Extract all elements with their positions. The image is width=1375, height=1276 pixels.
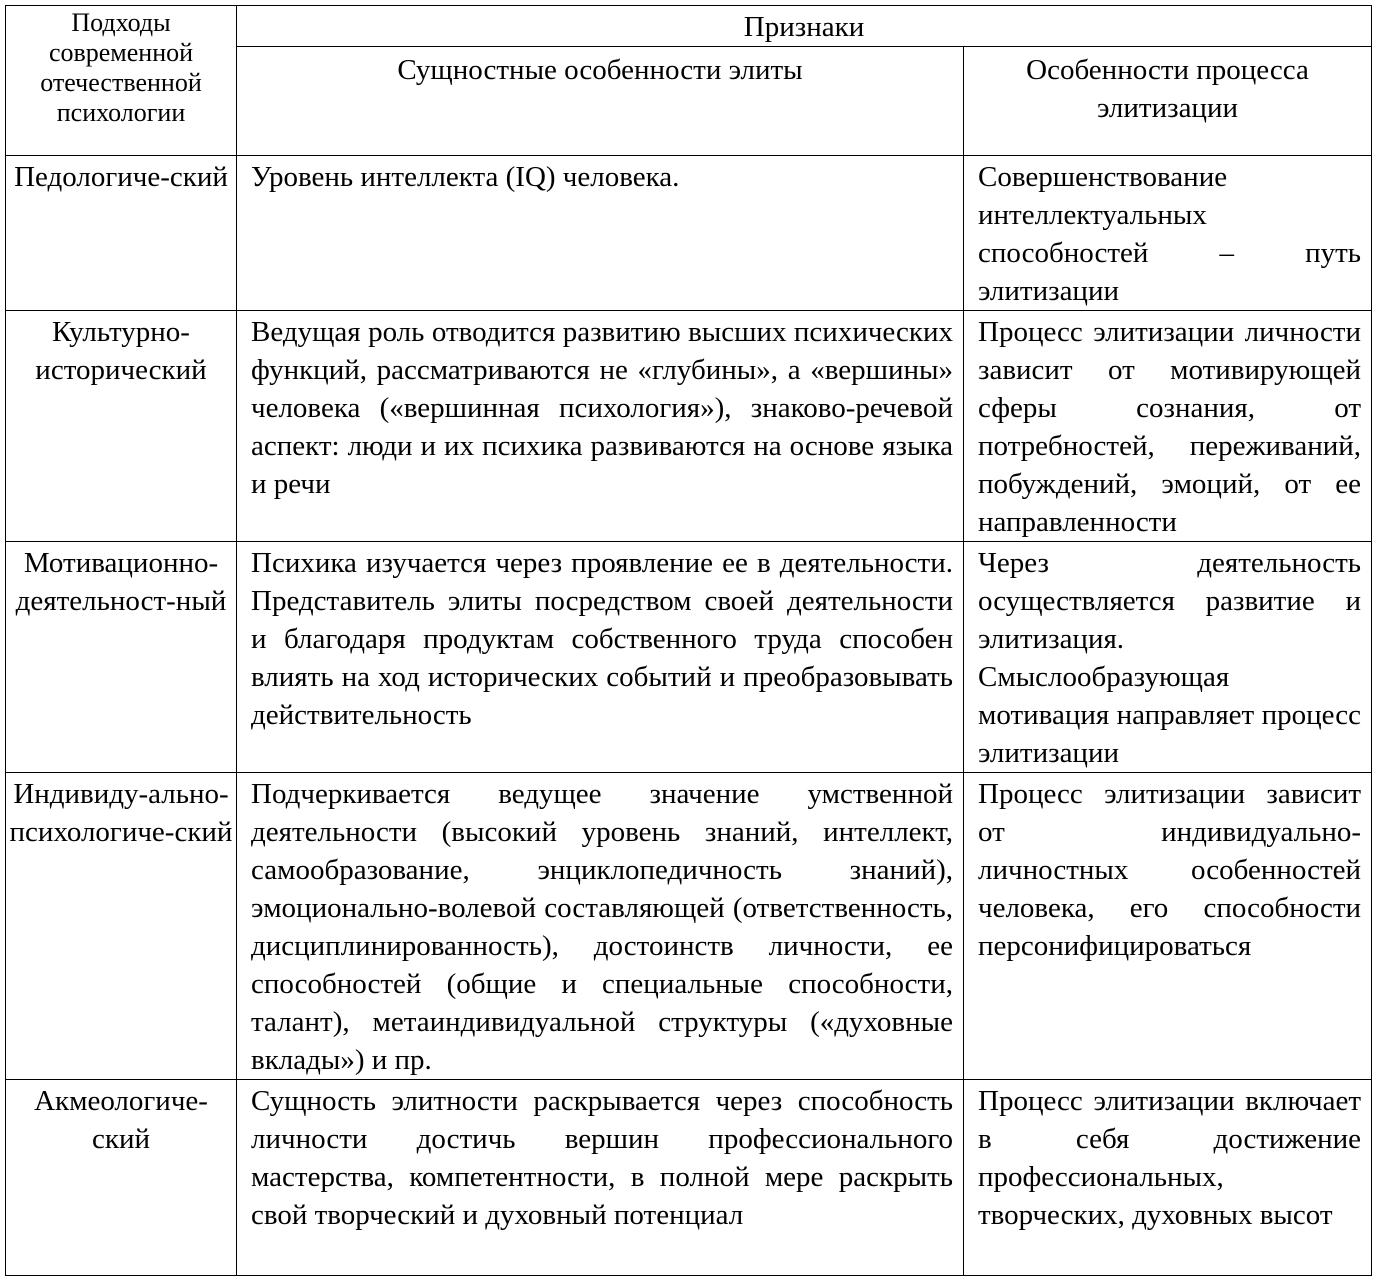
process-cell: Совершенствование интеллектуальных способностей – путь элитизации — [964, 156, 1372, 311]
essence-cell: Психика изучается через проявление ее в деятельности. Представитель элиты посредством своей деятельности и благодаря продуктам собственного труда способен влиять на ход исторических событий и преобразовывать действительность — [237, 542, 964, 773]
approach-cell: Культурно-исторический — [6, 311, 237, 542]
header-row-top — [6, 6, 1372, 47]
header-process: Особенности процесса элитизации — [964, 47, 1372, 156]
table-row — [6, 773, 1372, 1080]
process-cell: Процесс элитизации личности зависит от мотивирующей сферы сознания, от потребностей, переживаний, побуждений, эмоций, от ее направленности — [964, 311, 1372, 542]
table-row — [6, 542, 1372, 773]
essence-cell: Ведущая роль отводится развитию высших психических функций, рассматриваются не «глубины», а «вершины» человека («вершинная психология»), знаково-речевой аспект: люди и их психика развиваются на основе языка и речи — [237, 311, 964, 542]
essence-cell: Уровень интеллекта (IQ) человека. — [237, 156, 964, 311]
approaches-table — [5, 5, 1372, 1276]
essence-cell: Подчеркивается ведущее значение умственной деятельности (высокий уровень знаний, интеллект, самообразование, энциклопедичность знаний), эмоционально-волевой составляющей (ответственность, дисциплинированность), достоинств личности, ее способностей (общие и специальные способности, талант), метаиндивидуальной структуры («духовные вклады») и пр. — [237, 773, 964, 1080]
table-row — [6, 311, 1372, 542]
approach-cell: Индивиду-ально-психологиче-ский — [6, 773, 237, 1080]
table-row — [6, 1080, 1372, 1276]
essence-cell: Сущность элитности раскрывается через способность личности достичь вершин профессионального мастерства, компетентности, в полной мере раскрыть свой творческий и духовный потенциал — [237, 1080, 964, 1276]
header-essence: Сущностные особенности элиты — [237, 47, 964, 156]
process-cell: Процесс элитизации включает в себя достижение профессиональных, творческих, духовных высот — [964, 1080, 1372, 1276]
header-features: Признаки — [237, 6, 1372, 47]
header-approaches: Подходы современной отечественной психологии — [6, 6, 237, 156]
table-row — [6, 156, 1372, 311]
process-cell: Процесс элитизации зависит от индивидуально-личностных особенностей человека, его способности персонифицироваться — [964, 773, 1372, 1080]
process-cell: Через деятельность осуществляется развитие и элитизация. Смыслообразующая мотивация направляет процесс элитизации — [964, 542, 1372, 773]
approach-cell: Акмеологиче-ский — [6, 1080, 237, 1276]
approach-cell: Мотивационно-деятельност-ный — [6, 542, 237, 773]
approach-cell: Педологиче-ский — [6, 156, 237, 311]
